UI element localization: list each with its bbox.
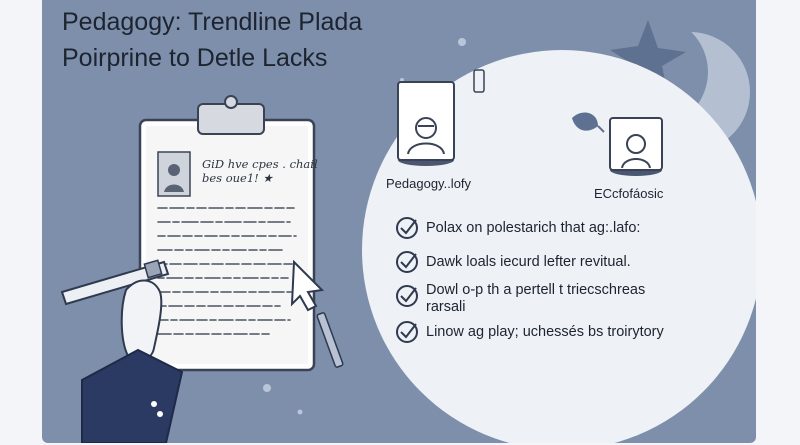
slide-panel [42,0,756,443]
checklist-item-2: Dawk loals iecurd lefter revitual. [426,254,631,270]
title-line-1: Pedagogy: Trendline Plada [62,8,363,36]
profile-label-2: ECcfofáosic [594,186,664,201]
profile-label-1: Pedagogy..lofy [386,176,472,191]
checklist-item-4: Linow ag play; uchessés bs troirytory [426,324,664,340]
checklist-item-3-continued: rarsali [426,299,466,315]
profile-card-2 [610,118,662,176]
clipboard-note-line-1: GiD hve cpes . chail [202,157,318,171]
checklist-item-3: Dowl o-p th a pertell t triecschreas [426,282,646,298]
checklist-item-1: Polax on polestarich that ag:.lafo: [426,220,641,236]
clipboard [140,96,314,370]
clipboard-note-line-2: bes oue1! ★ [202,171,273,185]
title-line-2: Poirprine to Detle Lacks [62,44,328,72]
